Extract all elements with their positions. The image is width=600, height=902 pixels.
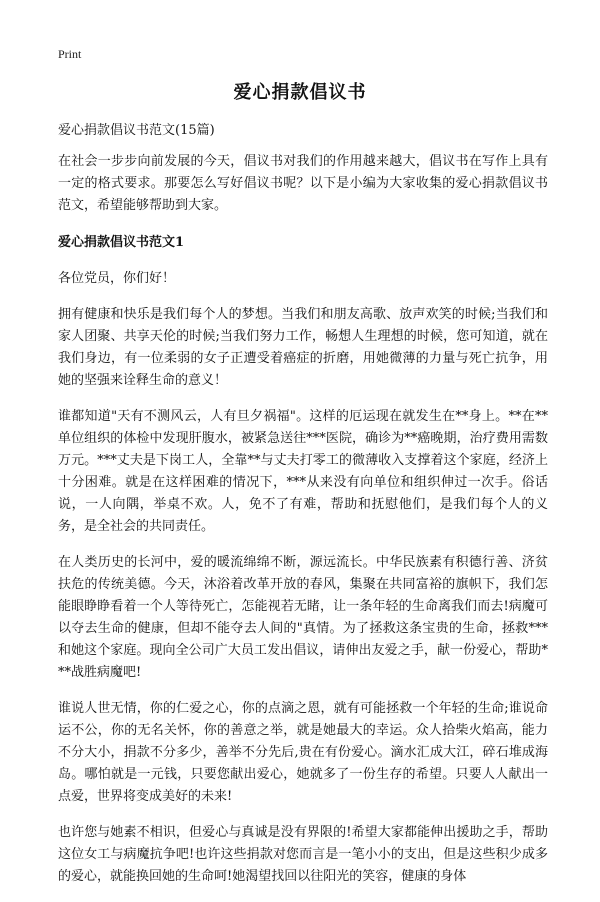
body-paragraph: 拥有健康和快乐是我们每个人的梦想。当我们和朋友高歌、放声欢笑的时候;当我们和家人团聚、共享天伦的时候;当我们努力工作，畅想人生理想的时候，您可知道，就在我们身边，有一位柔弱的女子正遭受着癌症的折磨，用她微薄的力量与死亡抗争，用她的坚强来诠释生命的意义！: [58, 307, 548, 388]
document-title: 爱心捐款倡议书: [233, 82, 367, 103]
section-heading: 爱心捐款倡议书范文1: [58, 235, 185, 250]
print-label: Print: [58, 47, 82, 61]
body-paragraph: 也许您与她素不相识，但爱心与真诚是没有界限的!希望大家都能伸出援助之手，帮助这位女工与病魔抗争吧!也许这些捐款对您而言是一笔小小的支出，但是这些积少成多的爱心，就能换回她的生命呵!她渴望找回以往阳光的笑容，健康的身体: [58, 825, 548, 884]
body-paragraph: 谁说人世无情，你的仁爱之心，你的点滴之恩，就有可能拯救一个年轻的生命;谁说命运不公，你的无名关怀，你的善意之举，就是她最大的幸运。众人拾柴火焰高，能力不分大小，捐款不分多少，善举不分先后,贵在有份爱心。滴水汇成大江，碎石堆成海岛。哪怕就是一元钱，只要您献出爱心，她就多了一份生存的希望。只要人人献出一点爱，世界将变成美好的未来!: [58, 701, 548, 804]
intro-paragraph: 在社会一步步向前发展的今天，倡议书对我们的作用越来越大，倡议书在写作上具有一定的格式要求。那要怎么写好倡议书呢？以下是小编为大家收集的爱心捐款倡议书范文，希望能够帮助到大家。: [58, 154, 548, 213]
body-paragraph: 谁都知道"天有不测风云，人有旦夕祸福"。这样的厄运现在就发生在**身上。**在**单位组织的体检中发现肝腹水，被紧急送往***医院，确诊为**癌晚期，治疗费用需数万元。***丈夫是下岗工人，全靠**与丈夫打零工的微薄收入支撑着这个家庭，经济上十分困难。就是在这样困难的情况下，***从来没有向单位和组织伸过一次手。俗话说，一人向隅，举桌不欢。人，免不了有难，帮助和抚慰他们，是我们每个人的义务，是全社会的共同责任。: [58, 409, 548, 534]
body-paragraph: 在人类历史的长河中，爱的暖流绵绵不断，源远流长。中华民族素有积德行善、济贫扶危的传统美德。今天，沐浴着改革开放的春风，集聚在共同富裕的旗帜下，我们怎能眼睁睁看着一个人等待死亡，怎能视若无睹，让一条年轻的生命离我们而去!病魔可以夺去生命的健康，但却不能夺去人间的"真情。为了拯救这条宝贵的生命，拯救***和她这个家庭。现向全公司广大员工发出倡议，请伸出友爱之手，献一份爱心，帮助***战胜病魔吧!: [58, 555, 548, 680]
greeting: 各位党员，你们好！: [58, 271, 176, 286]
document-body: [58, 120, 548, 902]
document-subtitle: 爱心捐款倡议书范文(15篇): [58, 123, 215, 138]
